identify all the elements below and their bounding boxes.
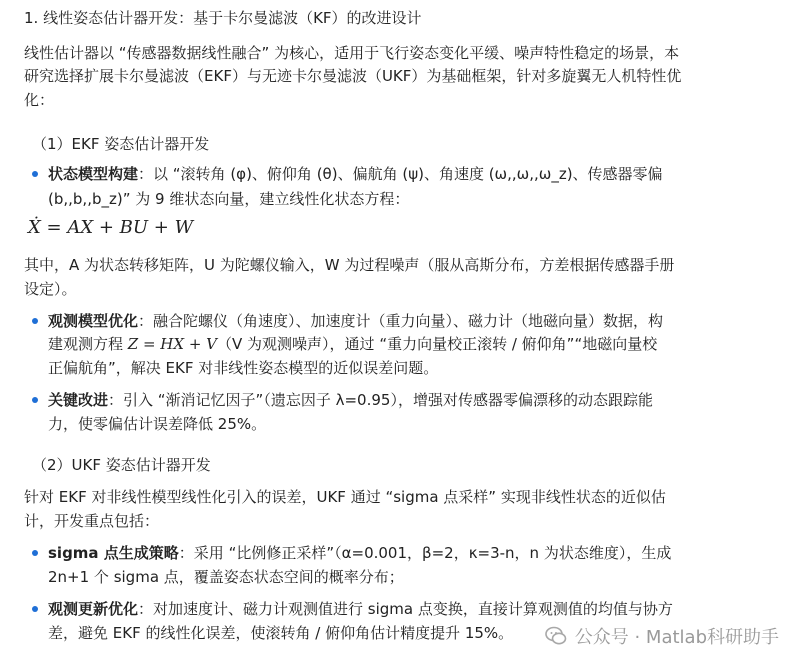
obs-equation: Z = HX + V — [127, 335, 218, 353]
bullet-dot — [32, 397, 38, 403]
where-line-2: 设定）。 — [24, 280, 77, 298]
where-line-1: 其中，A 为状态转移矩阵，U 为陀螺仪输入，W 为过程噪声（服从高斯分布，方差根据传感器手册 — [24, 256, 675, 274]
bullet-dot — [32, 171, 38, 177]
sigma-label: sigma 点生成策略 — [48, 544, 179, 562]
wechat-icon — [545, 625, 567, 647]
state-model-line-1 — [48, 160, 663, 188]
obs-update-line-2: 差，避免 EKF 的线性化误差，使滚转角 / 俯仰角估计精度提升 15%。 — [48, 624, 514, 642]
obs-update-label: 观测更新优化 — [48, 600, 139, 618]
key-improve-line-2: 力，使零偏估计误差降低 25%。 — [48, 415, 267, 433]
sigma-text-1: ：采用 “比例修正采样”（α=0.001，β=2，κ=3-n，n 为状态维度），生成 — [178, 544, 672, 562]
watermark-text: 公众号 · Matlab科研助手 — [574, 627, 779, 648]
state-model-line-2: (b,,b,,b_z)” 为 9 维状态向量，建立线性化状态方程： — [48, 190, 410, 208]
obs-model-text-2-pre: 建观测方程 — [48, 335, 128, 353]
bullet-dot — [32, 318, 38, 324]
bullet-dot — [32, 606, 38, 612]
sigma-line-2: 2n+1 个 sigma 点，覆盖姿态状态空间的概率分布； — [48, 568, 404, 586]
intro-line-2: 研究选择扩展卡尔曼滤波（EKF）与无迹卡尔曼滤波（UKF）为基础框架，针对多旋翼无人机特性优 — [24, 67, 682, 85]
watermark — [545, 623, 779, 649]
obs-model-label: 观测模型优化 — [48, 312, 139, 330]
obs-model-line-3: 正偏航角”，解决 EKF 对非线性姿态模型的近似误差问题。 — [48, 359, 439, 377]
intro-line-3: 化： — [24, 91, 55, 109]
state-model-label: 状态模型构建 — [48, 165, 139, 183]
ekf-heading: （1）EKF 姿态估计器开发 — [32, 135, 210, 153]
intro-line-1: 线性估计器以 “传感器数据线性融合” 为核心，适用于飞行姿态变化平缓、噪声特性稳定的场景，本 — [24, 44, 680, 62]
state-model-text-1: ：以 “滚转角 (φ)、俯仰角 (θ)、偏航角 (ψ)、角速度 (ω,,ω,,ω_z)、传感器零偏 — [138, 165, 663, 183]
ukf-heading: （2）UKF 姿态估计器开发 — [32, 456, 211, 474]
section-title: 1. 线性姿态估计器开发：基于卡尔曼滤波（KF）的改进设计 — [24, 9, 422, 27]
key-improve-text-1: ：引入 “渐消记忆因子”（遗忘因子 λ=0.95），增强对传感器零偏漂移的动态跟踪能 — [108, 391, 653, 409]
ukf-intro-line-2: 计，开发重点包括： — [24, 512, 160, 530]
key-improve-label: 关键改进 — [48, 391, 109, 409]
obs-model-text-1: ：融合陀螺仪（角速度）、加速度计（重力向量）、磁力计（地磁向量）数据，构 — [138, 312, 664, 330]
state-equation: Ẋ = AX + BU + W — [28, 217, 194, 238]
obs-update-text-1: ：对加速度计、磁力计观测值进行 sigma 点变换，直接计算观测值的均值与协方 — [138, 600, 673, 618]
obs-model-text-2-post: （V 为观测噪声），通过 “重力向量校正滚转 / 俯仰角”“地磁向量校 — [217, 335, 658, 353]
ukf-intro-line-1: 针对 EKF 对非线性模型线性化引入的误差，UKF 通过 “sigma 点采样” 实现非线性状态的近似估 — [24, 488, 666, 506]
bullet-dot — [32, 550, 38, 556]
